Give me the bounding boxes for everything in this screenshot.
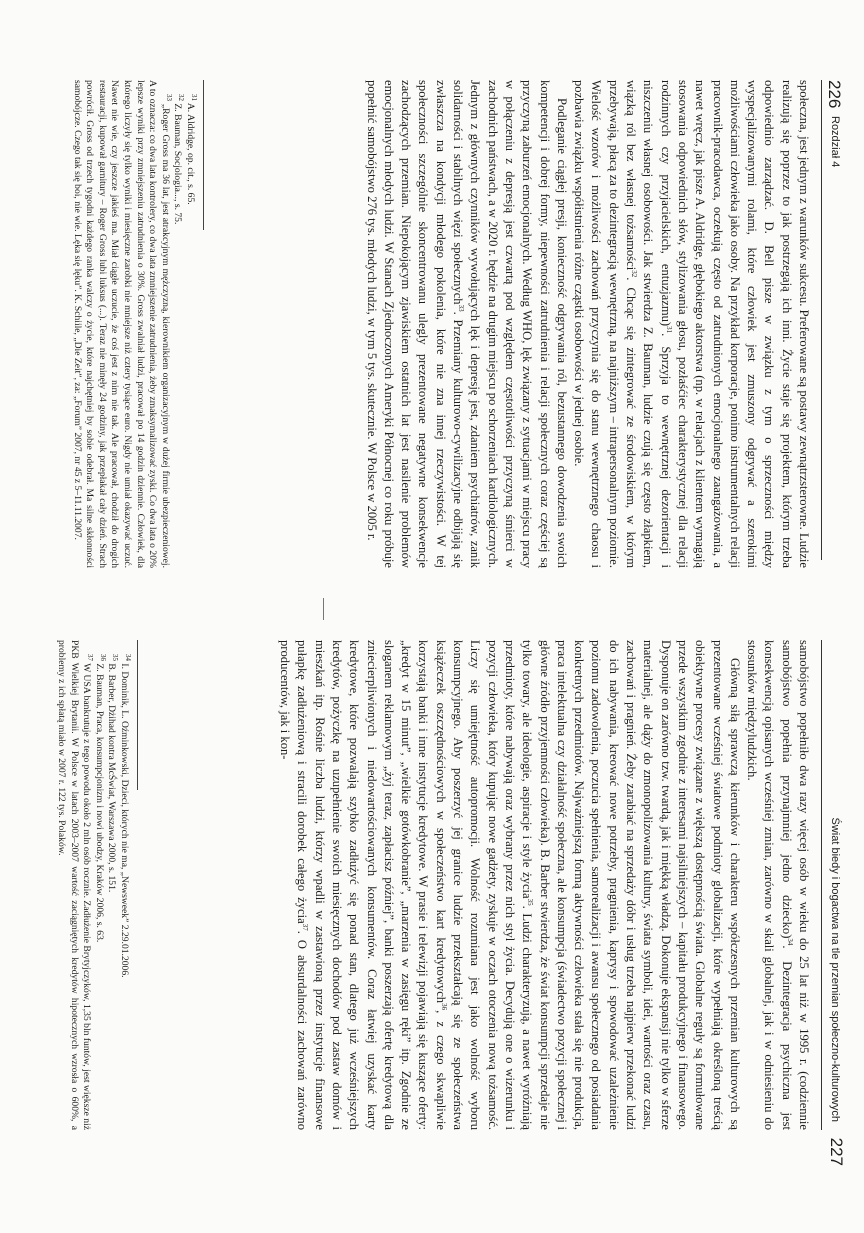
- footnote-separator: [203, 80, 204, 230]
- left-page: [0, 0, 864, 600]
- left-paragraph: Podleganie ciągłej presji, konieczność odgrywania ról, bezustannego dowodzenia swoich kompetencji i dobrej formy, niepewności zatrudnienia i relacji społecznych coraz częściej są przyczyną zaburzeń emocjonalnych. Według WHO, lęk związany z sytuacjami w miejscu pracy w połączeniu z depresją jest czwartą pod względem częstotliwości przyczyną śmierci w zachodnich państwach, a w 2020 r. będzie na drugim miejscu po schorzeniach kardiologicznych. Jednym z głównych czynników wywołujących lęk i depresję jest, zdaniem psychiatrów, zanik solidarności i stabilnych więzi społecznych$^{33}$. Przemiany kulturowo-cywilizacyjne odbijają się zwłaszcza na kondycji młodego pokolenia, które nie zna innej rzeczywistości. W tej społeczności szczególnie skoncentrowanu ulegly prezentowane negatywne konsekwencje zachodzących przemian. Niepokojącym zjawiskiem ostatnich lat jest nasilenie problemów emocjonalnych młodych ludzi. W Stanach Zjednoczonych Ameryki Północnej co roku próbuje popełnić samobójstwo 276 tys. młodych ludzi, w tym 5 tys. skutecznie. W Polsce w 2005 r.: [364, 80, 569, 568]
- right-paragraph: samobójstwo popełniło dwa razy więcej osób w wieku do 25 lat niż w 1995 r. (codziennie samobójstwo popełnia przynajmniej jedno dziecko)$^{34}$. Dezintegracja psychiczna jest konsekwencją opisanych wcześniej zmian, zarówno w skali globalnej, jak i w odniesieniu do stosunków międzyludzkich.: [745, 640, 811, 1131]
- right-footnotes: [54, 640, 133, 1130]
- left-page-body: [362, 80, 812, 568]
- left-page-number: 226: [825, 80, 844, 109]
- footnote: $^{31}$ A. Aldridge, op. cit., s. 65.: [185, 94, 199, 205]
- footnote-mark: 34: [785, 938, 794, 946]
- right-running-head-text: Świat biedy i bogactwa na tle przemian społeczno-kulturowych: [829, 817, 841, 1122]
- book-gutter-mark: [323, 598, 324, 620]
- right-page: [0, 620, 864, 1220]
- footnote-mark: 32: [630, 270, 639, 278]
- footnote-mark: 33: [457, 304, 466, 312]
- footnote-mark: 36: [439, 1003, 448, 1011]
- right-running-head: [821, 640, 846, 1166]
- footnote-mark: 35: [526, 898, 535, 906]
- footnote: $^{37}$ W USA bankrutuje z tego powodu około 2 mln osób rocznie. Zadłużenie Brytyjczyków, 1,35 bln funtów, jest większe niż PKB Wielkiej Brytanii. W Polsce w latach 2003–2007 wartość zaciągniętych kredytów hipotecznych wzrosła o 600%, a problemy z ich spłatą miało w 2007 r. 122 tys. Polaków.: [56, 640, 95, 1130]
- footnote-mark: 31: [664, 326, 673, 334]
- right-page-number: 227: [827, 1137, 846, 1166]
- left-running-head: [821, 80, 844, 560]
- right-paragraph: Główną siłą sprawczą kierunków i charakteru współczesnych przemian kulturowych są prezentowane wcześniej światowe podmioty globalizacji, które wypełniają określoną treścią obiektywne procesy związane z większą dostępnością świata. Globalne reguły są formułowane przede wszystkim zgodnie z interesami najsilniejszych – kapitału produkcyjnego i finansowego. Dysponuje on zarówno tzw. twardą, jak i miękką władzą. Dokonuje ekspansji nie tylko w sferze materialnej, ale dąży do zmonopolizowania kultury, świata symboli, idei, wartości oraz czasu, zachowań i pragnień. Żeby zarabiać na sprzedaży dóbr i usług trzeba najpierw przekonać ludzi do ich nabywania, kreować nowe potrzeby, pragnienia, kaprysy i spowodować uzależnienie poziomu zadowolenia, poczucia spełnienia, samorealizacji i awansu społecznego od posiadania konkretnych przedmiotów. Najważniejszą formą aktywności człowieka stała się nie produkcja, praca intelektualna czy działalność społeczna, ale konsumpcja (świadectwo pozycji społecznej i główne źródło przyjemności człowieka). B. Barber stwierdza, że świat konsumpcji sprzedaje nie tylko towary, ale ideologie, aspiracje i style życia$^{35}$. Ludzi charakteryzują, a nawet wyróżniają przedmioty, które nabywają oraz wybrany przez nich styl życia. Decydują one o wizerunku i pozycji człowieka, który kupując nowe gadżety, zyskuje w oczach otoczenia nową tożsamość. Liczy się umiejętność autopromocji. Wolność rozumiana jest jako wolność wyboru konsumpcyjnego. Aby poszerzyć jej granice ludzie przekształcają się ze społeczeństwa książeczek oszczędnościowych w społeczeństwo kart kredytowych$^{36}$, z czego skwapliwie korzystają banki i inne instytucje kredytowe. W prasie i telewizji pojawiają się kuszące oferty: „kredyt w 15 minut”, „wielkie gotówkobranie”, „marzenia w zasięgu ręki” itp. Zgodnie ze sloganem reklamowym „żyj teraz, zapłacisz później”, banki poszerzają ofertę kredytową dla zniecierpliwionych i niedowartościowanych konsumentów. Coraz łatwiej uzyskać karty kredytowe, które pozwalają szybko zadłużyć się ponad stan, dlatego już wcześniejszych kredytów, pożyczkę na uzupełnienie swoich miesięcznych dochodów pod zastaw domów i mieszkań itp. Rośnie liczba ludzi, którzy wpadli w zastawioną przez instytucje finansowe pułapkę zadłużeniową i stracili dorobek całego życia$^{37}$. O absurdalności zachowań zarówno producentów, jak i kon-: [278, 640, 742, 1131]
- footnote: $^{33}$ „Roger Gross ma 36 lat, jest atrakcyjnym mężczyzną, kierownikiem organizacyjnym w dużej firmie ubezpieczeniowej. A to oznacza: co dwa lata kontrolery, co dwa lata zmniejszenie zatrudnienia, żeby zmaksymalizować zyski. Co dwa lata o 20% lepsze wyniki przy zmniejszeniu zatrudnienia o 30%. Gross zwalniał ludzi, pracował po 14 godzin dziennie. Człowiek, dla którego liczyły się tylko wyniki i miesięczne zarobki nie mniejsze niż cztery tysiące euro. Nigdy nie umiał okazywać uczuć. Nawet nie wie, czy jeszcze jakieś ma. Miał ciągłe uczucie, że coś jest z nim nie tak. Ale pracował, chodził do drogich restauracji, kupował garnitury – Roger Gross lubi luksus (...). Teraz nie minęły 24 godziny, jak przepłakał cały dzień. Strach powrócił. Gross od trzech tygodni każdego ranka walczy o życie, które najchętniej by sobie odebrał. Ma silne skłonności samobójcze. Czego tak się boi, nie wie. Lęka się lęku”. K. Schiile, „Die Zeit”, za: „Forum” 2007, nr 45 z 5–11.11.2007.: [71, 80, 173, 568]
- left-paragraph: społeczna, jest jednym z warunków sukcesu. Preferowane są postawy zewnątrzsterowne. Ludzie realizują się poprzez to jak postrzegają ich inni. Życie staje się projektem, którym trzeba odpowiednio zarządzać. D. Bell pisze w związku z tym o sprzeczności między wyspecjalizowanymi rolami, które człowiek jest zmuszony odgrywać a szerokimi możliwościami człowieka jako osoby. Na przykład korporacje, ponimo instrumentalnych relacji pracownik-pracodawca, oczekują często od zatrudnionych emocjonalnego zaangażowania, a nawet wręcz, jak pisze A. Aldridge, głębokiego aktorstwa (np. w relacjach z klientem wymagają stosowania odpowiednich słów, stylizowania głosu, pozłaśćiec charakterystycznej dla relacji rodzinnych czy przyjacielskich, entuzjazmu)$^{31}$. Sprzyja to wewnętrznej dezorientacji i niszczeniu własnej osobowości. Jak stwierdza Z. Bauman, ludzie czują się często złapkiem, wiązką ról bez własnej tożsamości$^{32}$. Chcąc się zintegrować ze środowiskiem, w którym przebywają, płacą za to dezintegracją wewnętrzną, na najniższym – intrapersonalnym poziomie. Wielość wzorów i możliwości zachowań przyczynia się do stanu wewnętrznego chaosu i pozbawia związku współistnienia różne cząstki osobowości w jednej osobie.: [572, 80, 811, 569]
- right-page-body: [276, 640, 812, 1130]
- footnote: $^{35}$ B. Barber, Dżihad kontra McŚwiat, Warszawa 2000, s. 151.: [106, 654, 120, 893]
- left-running-head-text: Rozdział 4: [829, 116, 841, 168]
- footnote: $^{32}$ Z. Bauman, Socjologia..., s. 75.: [172, 94, 186, 225]
- footnote: $^{34}$ I. Dominik, L. Oźminkowski, Dzieci, których nie ma, „Newsweek” 2.29.01.2006.: [119, 654, 133, 978]
- left-footnotes: [70, 80, 199, 568]
- footnote-separator: [137, 640, 138, 790]
- footnote: $^{36}$ Z. Bauman, Praca, konsumpcjonizm i nowi ubodzy, Kraków 2006, s. 63.: [93, 654, 107, 943]
- footnote-mark: 37: [301, 923, 310, 931]
